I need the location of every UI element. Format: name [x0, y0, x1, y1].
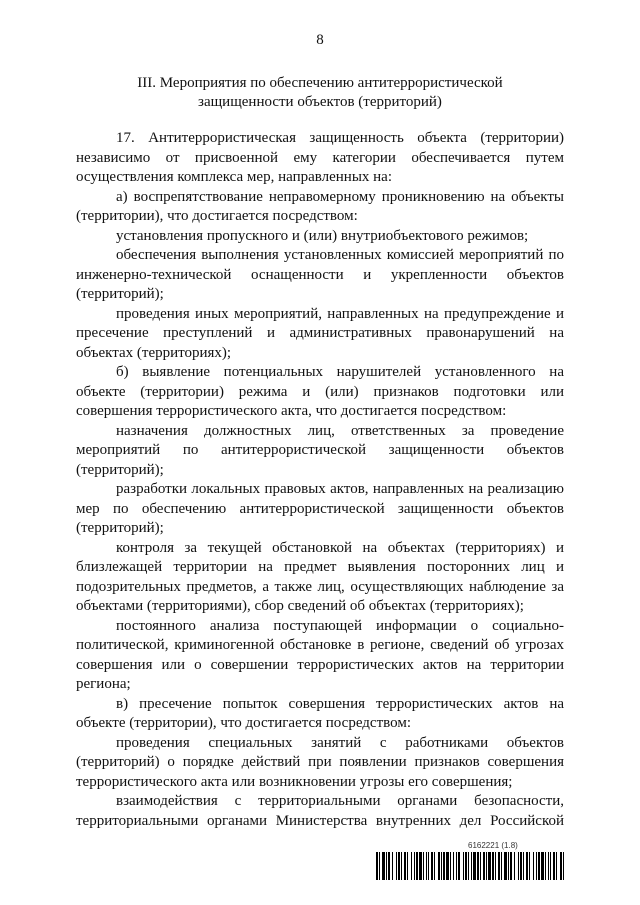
barcode-bar	[477, 852, 479, 880]
barcode-bar	[419, 852, 422, 880]
barcode-bar	[518, 852, 519, 880]
barcode-bar	[538, 852, 540, 880]
barcode-bar	[488, 852, 491, 880]
paragraph-17a: а) воспрепятствование неправомерному проникновению на объекты (территории), что достигается посредством:	[76, 188, 564, 224]
barcode-bar	[450, 852, 451, 880]
list-item: постоянного анализа поступающей информации о социально-политической, криминогенной обстановке в регионе, сведений об угрозах совершения или о совершении террористических актов на территории региона;	[76, 617, 564, 692]
barcode-bar	[458, 852, 460, 880]
barcode-bar	[434, 852, 435, 880]
barcode-bar	[456, 852, 457, 880]
barcode-bar	[556, 852, 557, 880]
barcode-bar	[501, 852, 502, 880]
barcode-bar	[453, 852, 454, 880]
list-item: проведения специальных занятий с работниками объектов (территорий) о порядке действий при появлении признаков совершения террористического акта или возникновении угрозы его совершения;	[76, 734, 564, 790]
barcode-bar	[498, 852, 500, 880]
barcode-bar	[504, 852, 507, 880]
list-item: установления пропускного и (или) внутриобъектового режимов;	[116, 227, 529, 244]
paragraph-17b: б) выявление потенциальных нарушителей установленного на объекте (территории) режима и (или) признаков подготовки или совершения террористического акта, что достигается посредством:	[76, 364, 564, 419]
barcode-bar	[396, 852, 397, 880]
barcode-bar	[541, 852, 544, 880]
barcode-bar	[480, 852, 481, 880]
barcode-bar	[398, 852, 400, 880]
barcode-bar	[548, 852, 549, 880]
barcode-bar	[463, 852, 464, 880]
barcode-bar	[471, 852, 472, 880]
barcode-bar	[473, 852, 476, 880]
barcode-bar	[401, 852, 402, 880]
barcode-bar	[520, 852, 522, 880]
barcode-bar	[560, 852, 562, 880]
list-item: разработки локальных правовых актов, направленных на реализацию мер по обеспечению антитеррористической защищенности объектов (территорий);	[76, 481, 564, 536]
section-title-line-2: защищенности объектов (территорий)	[198, 94, 442, 110]
barcode-bar	[411, 852, 412, 880]
page-number: 8	[316, 32, 324, 48]
barcode-bar	[376, 852, 378, 880]
barcode-bar	[382, 852, 385, 880]
barcode-bar	[529, 852, 530, 880]
barcode-bar	[446, 852, 449, 880]
barcode-bar	[550, 852, 551, 880]
barcode-bar	[379, 852, 380, 880]
barcode-bar	[431, 852, 433, 880]
barcode-bar	[438, 852, 440, 880]
section-title	[0, 74, 640, 112]
document-body	[76, 129, 564, 831]
barcode-bar	[563, 852, 564, 880]
barcode-bar	[416, 852, 418, 880]
paragraph-17v: в) пресечение попыток совершения террористических актов на объекте (территории), что достигается посредством:	[76, 695, 564, 731]
document-code: 6162221 (1.8)	[468, 841, 518, 850]
barcode-bar	[545, 852, 546, 880]
barcode-bar	[428, 852, 429, 880]
barcode-bar	[523, 852, 524, 880]
barcode-bar	[392, 852, 393, 880]
barcode-bar	[414, 852, 415, 880]
section-title-line-1: III. Мероприятия по обеспечению антитеррористической	[137, 75, 503, 91]
barcode-bar	[536, 852, 537, 880]
barcode-bar	[404, 852, 406, 880]
barcode-bar	[386, 852, 387, 880]
barcode-bar	[443, 852, 445, 880]
barcode-bar	[526, 852, 528, 880]
barcode-bar	[388, 852, 390, 880]
list-item: назначения должностных лиц, ответственных за проведение мероприятий по антитеррористической защищенности объектов (территорий);	[76, 422, 564, 478]
list-item: обеспечения выполнения установленных комиссией мероприятий по инженерно-технической оснащенности и укрепленности объектов (территорий);	[76, 247, 564, 302]
barcode-bar	[483, 852, 485, 880]
barcode-bar	[441, 852, 442, 880]
barcode-bar	[553, 852, 555, 880]
barcode-bar	[495, 852, 496, 880]
barcode-bar	[426, 852, 427, 880]
list-item: контроля за текущей обстановкой на объектах (территориях) и близлежащей территории на предмет выявления посторонних лиц и подозрительных предметов, а также лиц, осуществляющих наблюдение за объектами (территориями), сбор сведений об объектах (территориях);	[76, 539, 564, 614]
barcode	[376, 852, 564, 880]
barcode-bar	[468, 852, 469, 880]
barcode-bar	[465, 852, 467, 880]
barcode-bar	[533, 852, 534, 880]
barcode-bar	[514, 852, 515, 880]
barcode-bar	[407, 852, 408, 880]
barcode-bar	[423, 852, 424, 880]
barcode-bar	[492, 852, 494, 880]
list-item: взаимодействия с территориальными органами безопасности, территориальными органами Министерства внутренних дел Российской	[76, 793, 564, 829]
list-item: проведения иных мероприятий, направленных на предупреждение и пресечение преступлений и административных правонарушений на объектах (территориях);	[76, 305, 564, 361]
barcode-bar	[486, 852, 487, 880]
barcode-bar	[508, 852, 509, 880]
barcode-bar	[510, 852, 512, 880]
paragraph-17: 17. Антитеррористическая защищенность объекта (территории) независимо от присвоенной ему категории обеспечивается путем осуществления комплекса мер, направленных на:	[76, 130, 564, 185]
